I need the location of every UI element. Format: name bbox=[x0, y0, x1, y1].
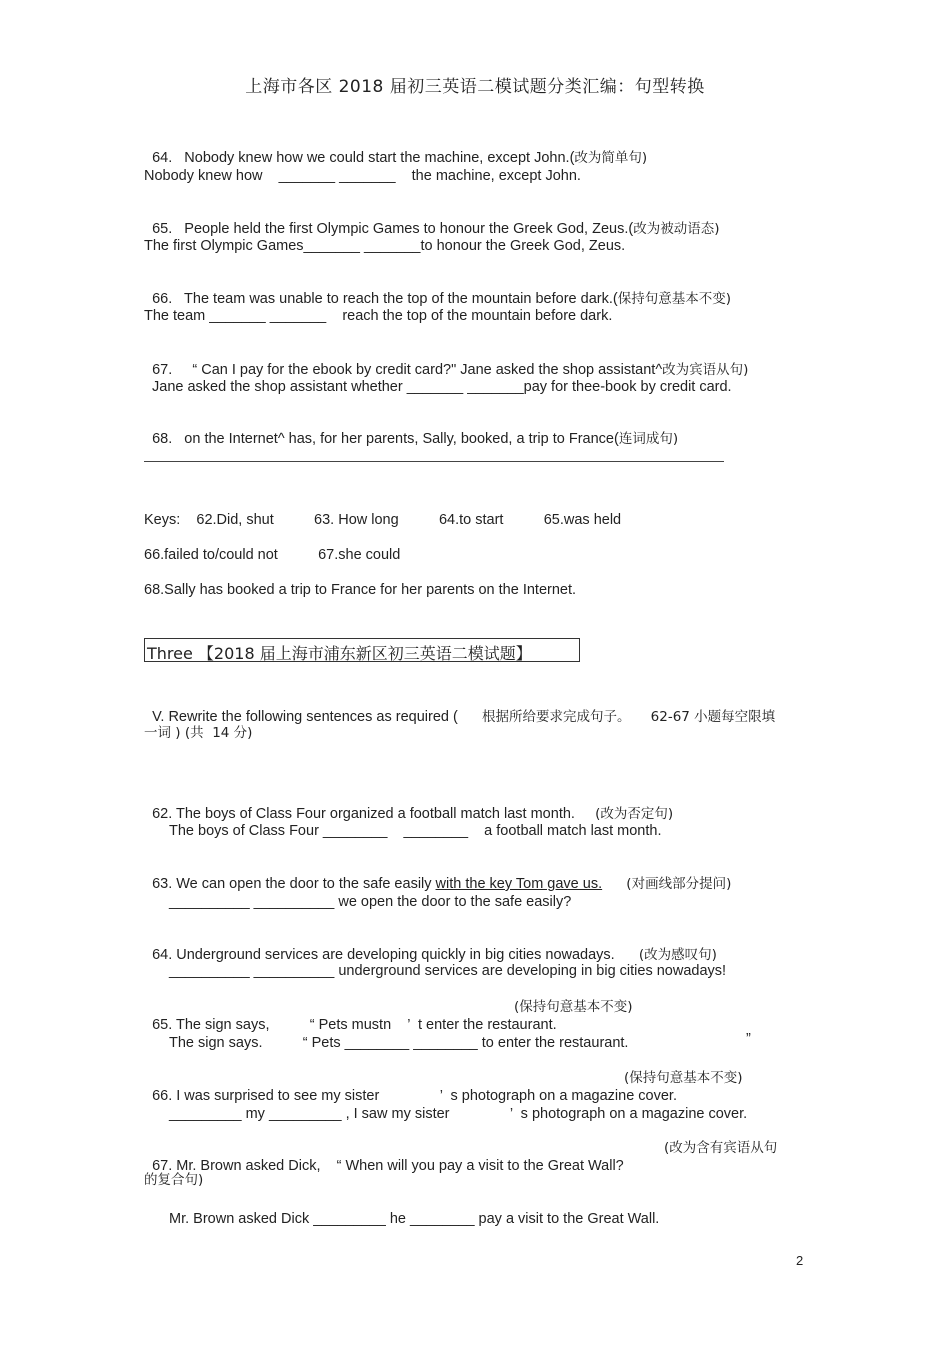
instruction-zh: 根据所给要求完成句子。 bbox=[481, 709, 631, 725]
question-text: 68. on the Internet^ has, for her parents, Sally, booked, a trip to France( bbox=[152, 431, 619, 447]
question-note: (改为感叹句) bbox=[638, 947, 717, 963]
underlined-phrase: with the key Tom gave us. bbox=[435, 876, 603, 892]
question-note: 改为被动语态) bbox=[633, 221, 720, 237]
question-note: (改为否定句) bbox=[595, 806, 674, 822]
question-text: 66. The team was unable to reach the top of the mountain before dark.( bbox=[152, 291, 618, 307]
page-title: 上海市各区 2018 届初三英语二模试题分类汇编：句型转换 bbox=[245, 77, 705, 97]
instruction-line-1 bbox=[144, 690, 775, 726]
question-note-67b-line2: 的复合句) bbox=[144, 1172, 204, 1188]
answer-line-68[interactable] bbox=[144, 461, 724, 462]
question-67 bbox=[144, 343, 748, 379]
question-text: 67. Mr. Brown asked Dick, “ When will you pay a visit to the Great Wall? bbox=[152, 1158, 624, 1174]
question-text: 63. We can open the door to the safe easily bbox=[152, 876, 436, 892]
question-text: 62. The boys of Class Four organized a football match last month. bbox=[152, 806, 575, 822]
answer-line-62[interactable]: The boys of Class Four ________ ________ a football match last month. bbox=[169, 823, 662, 839]
question-text: 66. I was surprised to see my sister ’ s photograph on a magazine cover. bbox=[152, 1088, 677, 1104]
question-note: (对画线部分提问) bbox=[626, 876, 732, 892]
question-64b bbox=[144, 928, 717, 964]
question-68 bbox=[144, 412, 678, 448]
answer-line-65[interactable]: The first Olympic Games_______ _______to honour the Greek God, Zeus. bbox=[144, 238, 626, 254]
question-text: 65. People held the first Olympic Games to honour the Greek God, Zeus.( bbox=[152, 221, 634, 237]
answer-line-67[interactable]: Jane asked the shop assistant whether _______ _______pay for thee-book by credit card. bbox=[152, 379, 732, 395]
question-62 bbox=[144, 787, 673, 823]
answer-line-65b[interactable]: The sign says. “ Pets ________ ________ to enter the restaurant. bbox=[169, 1035, 629, 1051]
instruction-en: V. Rewrite the following sentences as required ( bbox=[152, 709, 458, 725]
question-text: 64. Nobody knew how we could start the machine, except John.( bbox=[152, 150, 575, 166]
section-heading: Three 【2018 届上海市浦东新区初三英语二模试题】 bbox=[147, 644, 532, 663]
answer-line-66b[interactable]: _________ my _________ , I saw my sister ’ s photograph on a magazine cover. bbox=[169, 1106, 748, 1122]
instruction-tail: 62-67 小题每空限填 bbox=[650, 709, 776, 725]
instruction-line-2: 一词 ) (共 14 分) bbox=[144, 725, 253, 741]
question-64 bbox=[144, 131, 647, 167]
question-note: 改为简单句) bbox=[574, 150, 648, 166]
question-66b bbox=[144, 1069, 677, 1105]
answer-line-67b[interactable]: Mr. Brown asked Dick _________ he ________ pay a visit to the Great Wall. bbox=[169, 1211, 660, 1227]
answer-line-64b[interactable]: __________ __________ underground services are developing in big cities nowadays! bbox=[169, 963, 727, 979]
question-65 bbox=[144, 202, 720, 238]
keys-line-3: 68.Sally has booked a trip to France for her parents on the Internet. bbox=[144, 582, 577, 598]
answer-line-66[interactable]: The team _______ _______ reach the top of the mountain before dark. bbox=[144, 308, 613, 324]
answer-line-64[interactable]: Nobody knew how _______ _______ the machine, except John. bbox=[144, 168, 581, 184]
question-note: 保持句意基本不变) bbox=[617, 291, 731, 307]
question-text: 64. Underground services are developing quickly in big cities nowadays. bbox=[152, 947, 615, 963]
question-note-67b: (改为含有宾语从句 bbox=[664, 1140, 778, 1156]
question-66 bbox=[144, 272, 731, 308]
section-heading-box bbox=[144, 638, 580, 662]
question-note: 连词成句) bbox=[618, 431, 679, 447]
answer-line-63[interactable]: __________ __________ we open the door to the safe easily? bbox=[169, 894, 572, 910]
question-67b bbox=[144, 1139, 624, 1175]
keys-line-1: Keys: 62.Did, shut 63. How long 64.to start 65.was held bbox=[144, 512, 622, 528]
page-number: 2 bbox=[796, 1253, 804, 1268]
question-note-65b: (保持句意基本不变) bbox=[514, 999, 633, 1015]
question-65b bbox=[144, 998, 557, 1034]
question-note-66b: (保持句意基本不变) bbox=[624, 1070, 743, 1086]
question-text: 67. “ Can I pay for the ebook by credit card?" Jane asked the shop assistant^ bbox=[152, 362, 663, 378]
question-text: 65. The sign says, “ Pets mustn ’ t enter the restaurant. bbox=[152, 1017, 557, 1033]
keys-line-2: 66.failed to/could not 67.she could bbox=[144, 547, 401, 563]
question-note: 改为宾语从句) bbox=[662, 362, 749, 378]
question-63 bbox=[144, 857, 731, 893]
closing-quote: ” bbox=[746, 1031, 751, 1047]
